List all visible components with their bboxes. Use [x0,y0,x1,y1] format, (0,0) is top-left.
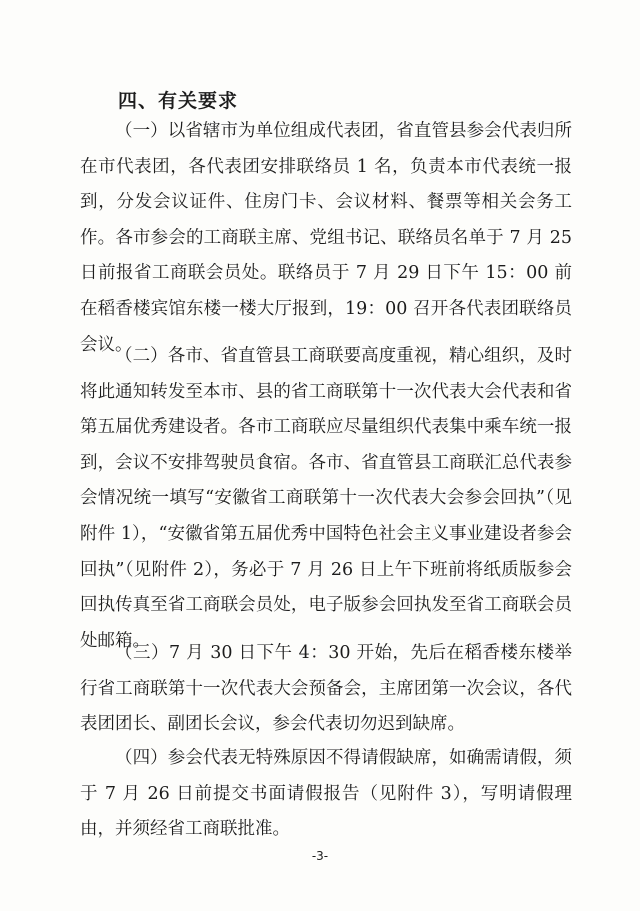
section-heading: 四、有关要求 [118,90,239,112]
paragraph-3: （三）7 月 30 日下午 4：30 开始，先后在稻香楼东楼举行省工商联第十一次代表大会预备会，主席团第一次会议，各代表团团长、副团长会议，参会代表切勿迟到缺席。 [80,643,572,735]
paragraph-4: （四）参会代表无特殊原因不得请假缺席，如确需请假，须于 7 月 26 日前提交书面请假报告（见附件 3），写明请假理由，并须经省工商联批准。 [80,748,572,840]
paragraph-1: （一）以省辖市为单位组成代表团，省直管县参会代表归所在市代表团，各代表团安排联络员 1 名，负责本市代表统一报到，分发会议证件、住房门卡、会议材料、餐票等相关会务工作。各市参会的工商联主席、党组书记、联络员名单于 7 月 25 日前报省工商联会员处。联络员于 7 月 29 日下午 15：00 前在稻香楼宾馆东楼一楼大厅报到，19：00 召开各代表团联络员会议。 [80,121,572,355]
page-number: -3- [311,849,329,863]
paragraph-2: （二）各市、省直管县工商联要高度重视，精心组织，及时将此通知转发至本市、县的省工商联第十一次代表大会代表和省第五届优秀建设者。各市工商联应尽量组织代表集中乘车统一报到，会议不安排驾驶员食宿。各市、省直管县工商联汇总代表参会情况统一填写“安徽省工商联第十一次代表大会参会回执”（见附件 1），“安徽省第五届优秀中国特色社会主义事业建设者参会回执”（见附件 2），务必于 7 月 26 日上午下班前将纸质版参会回执传真至省工商联会员处，电子版参会回执发至省工商联会员处邮箱。 [80,346,572,651]
